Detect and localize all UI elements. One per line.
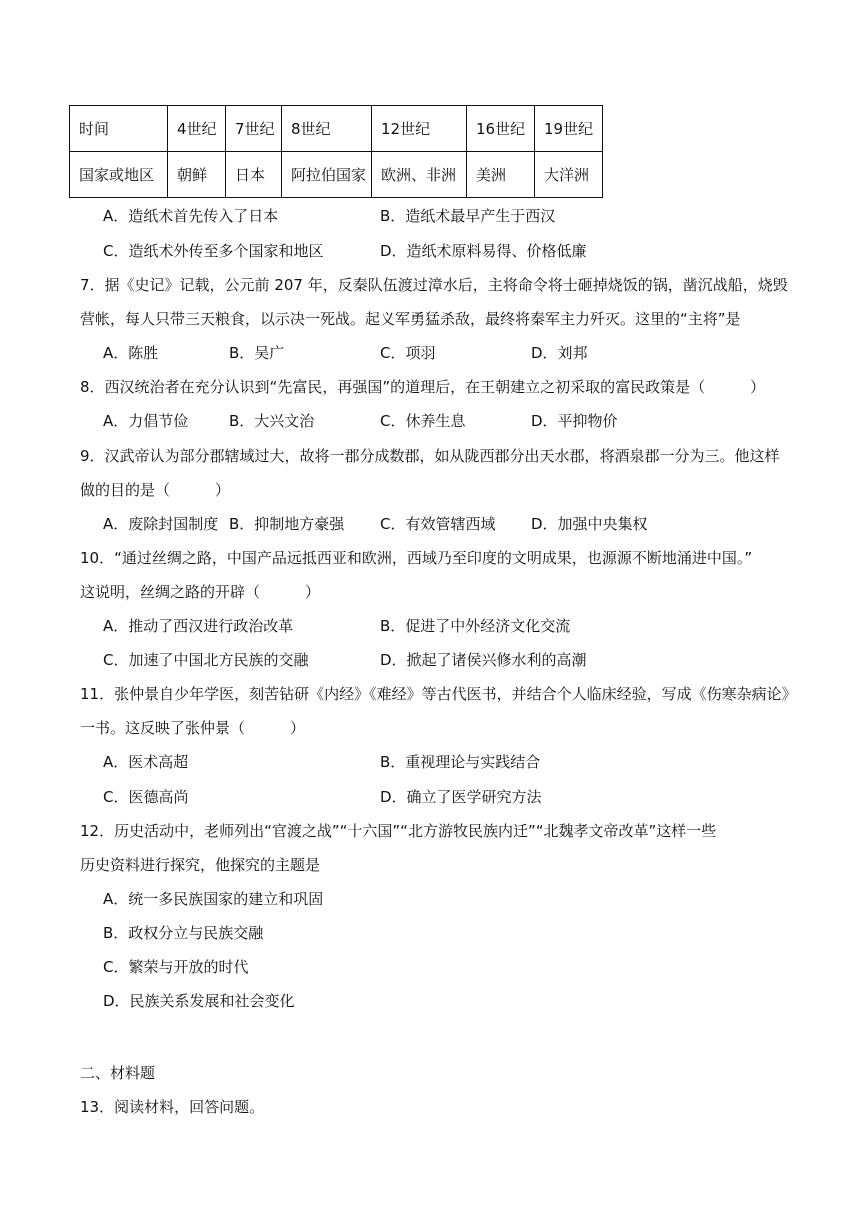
q7-stem-line1: 7．据《史记》记载，公元前 207 年，反秦队伍渡过漳水后，主将命令将士砸掉烧饭的锅，凿沉战船，烧毁: [80, 276, 788, 294]
q10-option-d: D．掀起了诸侯兴修水利的高潮: [380, 651, 587, 669]
table-cell: 12世纪: [372, 106, 467, 152]
q7-option-a: A．陈胜: [103, 344, 159, 362]
table-cell: 19世纪: [535, 106, 603, 152]
table-cell: 日本: [226, 152, 282, 198]
q9-option-c: C．有效管辖西域: [380, 515, 496, 533]
q12-option-b: B．政权分立与民族交融: [103, 924, 264, 942]
q8-stem: 8．西汉统治者在充分认识到“先富民，再强国”的道理后，在王朝建立之初采取的富民政策是（ ）: [80, 378, 766, 396]
q8-option-a: A．力倡节俭: [103, 412, 189, 430]
q11-option-a: A．医术高超: [103, 753, 189, 771]
table-row: [70, 106, 603, 152]
q8-option-d: D．平抑物价: [531, 412, 618, 430]
q9-option-a: A．废除封国制度: [103, 515, 219, 533]
q6-option-a: A．造纸术首先传入了日本: [103, 207, 279, 225]
q10-option-a: A．推动了西汉进行政治改革: [103, 617, 294, 635]
table-row: [70, 152, 603, 198]
table-cell: 8世纪: [282, 106, 372, 152]
q10-option-c: C．加速了中国北方民族的交融: [103, 651, 309, 669]
table-cell: 时间: [70, 106, 168, 152]
q6-option-c: C．造纸术外传至多个国家和地区: [103, 242, 324, 260]
table-cell: 美洲: [467, 152, 535, 198]
table-cell: 国家或地区: [70, 152, 168, 198]
q8-option-b: B．大兴文治: [229, 412, 315, 430]
table-cell: 7世纪: [226, 106, 282, 152]
table-cell: 16世纪: [467, 106, 535, 152]
q12-stem-line1: 12．历史活动中，老师列出“官渡之战”“十六国”“北方游牧民族内迁”“北魏孝文帝改革”这样一些: [80, 822, 717, 840]
q13-stem: 13．阅读材料，回答问题。: [80, 1098, 265, 1116]
q6-option-d: D．造纸术原料易得、价格低廉: [380, 242, 587, 260]
q7-option-d: D．刘邦: [531, 344, 588, 362]
q12-stem-line2: 历史资料进行探究，他探究的主题是: [80, 856, 321, 874]
q12-option-c: C．繁荣与开放的时代: [103, 958, 249, 976]
table-cell: 阿拉伯国家: [282, 152, 372, 198]
table-cell: 欧洲、非洲: [372, 152, 467, 198]
q7-stem-line2: 营帐，每人只带三天粮食，以示决一死战。起义军勇猛杀敌，最终将秦军主力歼灭。这里的“主将”是: [80, 310, 741, 328]
q10-option-b: B．促进了中外经济文化交流: [380, 617, 571, 635]
q9-stem-line2: 做的目的是（ ）: [80, 481, 231, 499]
paper-spread-table: [69, 105, 603, 198]
q9-stem-line1: 9．汉武帝认为部分郡辖域过大，故将一郡分成数郡，如从陇西郡分出天水郡，将酒泉郡一分为三。他这样: [80, 447, 780, 465]
q9-option-b: B．抑制地方豪强: [229, 515, 345, 533]
q7-option-b: B．吴广: [229, 344, 285, 362]
q11-option-c: C．医德高尚: [103, 788, 189, 806]
q10-stem-line1: 10．“通过丝绸之路，中国产品远抵西亚和欧洲，西域乃至印度的文明成果，也源源不断地涌进中国。”: [80, 549, 753, 567]
q12-option-a: A．统一多民族国家的建立和巩固: [103, 890, 324, 908]
q6-option-b: B．造纸术最早产生于西汉: [380, 207, 556, 225]
q7-option-c: C．项羽: [380, 344, 436, 362]
section-heading: 二、材料题: [80, 1064, 156, 1082]
q10-stem-line2: 这说明，丝绸之路的开辟（ ）: [80, 583, 321, 601]
q11-option-d: D．确立了医学研究方法: [380, 788, 542, 806]
q11-stem-line1: 11．张仲景自少年学医，刻苦钻研《内经》《难经》等古代医书，并结合个人临床经验，写成《伤寒杂病论》: [80, 685, 797, 703]
q9-option-d: D．加强中央集权: [531, 515, 648, 533]
q11-option-b: B．重视理论与实践结合: [380, 753, 541, 771]
q8-option-c: C．休养生息: [380, 412, 466, 430]
q11-stem-line2: 一书。这反映了张仲景（ ）: [80, 719, 306, 737]
table-cell: 4世纪: [168, 106, 226, 152]
table-cell: 朝鲜: [168, 152, 226, 198]
q12-option-d: D．民族关系发展和社会变化: [103, 992, 295, 1010]
table-cell: 大洋洲: [535, 152, 603, 198]
